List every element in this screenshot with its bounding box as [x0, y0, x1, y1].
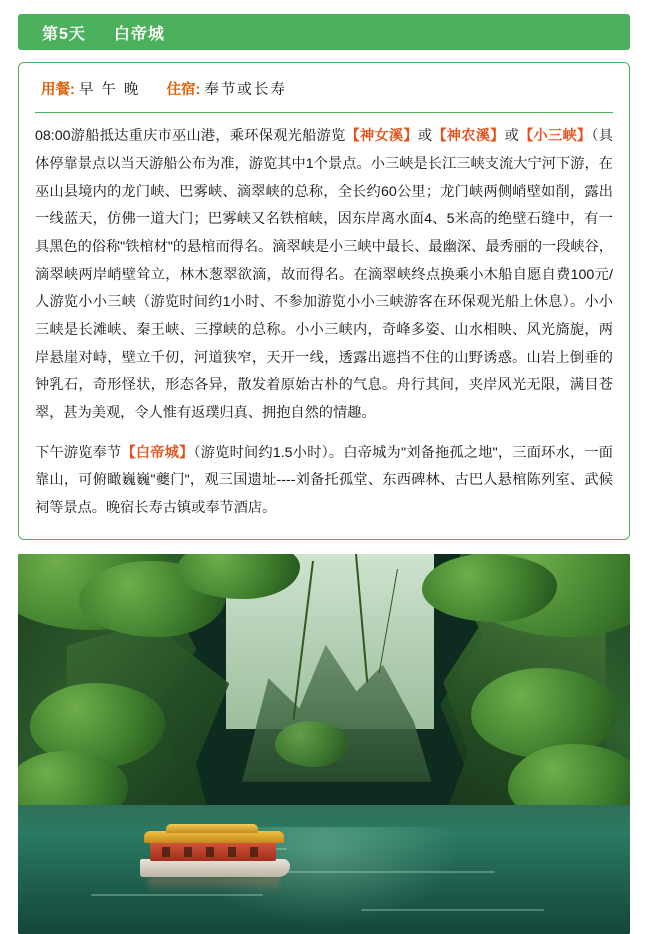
boat-window: [250, 847, 258, 857]
highlighted-attraction: 【白帝城】: [121, 444, 194, 461]
day-number: 第5天: [42, 25, 86, 43]
highlighted-attraction: 【小三峡】: [519, 128, 592, 145]
text-run: 100元/人: [35, 266, 613, 311]
text-run: （游览时间约1.5小时）。白帝城为"刘备拖孤之地"，三面环水，一面靠山，可俯瞰巍巍"夔门"，观三国遗址----刘备托孤堂、东西碑林、古巴人悬棺陈列室、武候祠等景点。晚宿长寿古镇或奉节酒店。: [35, 444, 613, 517]
text-run: （具体停靠景点以当天游船公布为准，游览其中1个景点。小三峡是长江三峡支流大宁河下游，在巫山县境内的龙门峡、巴雾峡、滴翠峡的总称，全长约60公里；龙门峡两侧峭壁如削，露出一线蓝天，仿佛一道大门；巴雾峡又名铁棺峡，因东岸离水面4、5米高的绝壁石缝中，有一具黑色的俗称"铁棺材"的悬棺而得名。滴翠峡是小三峡中最长、最幽深、最秀丽的一段峡谷，滴翠峡两岸峭壁耸立，林木葱翠欲滴，故而得名。在滴翠峡终点换乘小木船自愿自费: [35, 128, 613, 283]
foliage-blob: [422, 554, 557, 622]
scenery-photo: [18, 554, 630, 934]
stay-value: 奉节或长寿: [204, 82, 287, 98]
text-run: 或: [417, 128, 433, 145]
day-header-bar: [18, 14, 630, 50]
photo-canvas: [18, 554, 630, 934]
itinerary-card: [18, 62, 630, 540]
boat-window: [162, 847, 170, 857]
water-ripple: [361, 909, 545, 911]
text-run: 或: [504, 128, 520, 145]
boat-window: [228, 847, 236, 857]
paragraph-afternoon: [35, 440, 613, 523]
boat-reflection: [148, 877, 280, 893]
highlighted-attraction: 【神女溪】: [345, 128, 418, 145]
water-ripple: [287, 871, 495, 873]
boat-hull: [140, 859, 290, 877]
itinerary-page: [0, 14, 648, 880]
text-run: 08:00游船抵达重庆市巫山港，乘环保观光船游览: [35, 128, 346, 145]
highlighted-attraction: 【神农溪】: [432, 128, 505, 145]
meal-and-stay-line: [41, 79, 613, 102]
text-run: 下午游览奉节: [35, 444, 122, 461]
meal-value: 早 午 晚: [78, 82, 141, 98]
water-ripple: [91, 894, 262, 896]
boat-window: [184, 847, 192, 857]
card-divider: [35, 112, 613, 113]
foliage-blob: [275, 721, 348, 767]
boat-roof-upper: [166, 824, 258, 833]
day-title: 白帝城: [113, 25, 165, 43]
boat-window: [206, 847, 214, 857]
paragraph-morning: [35, 123, 613, 428]
stay-label: 住宿:: [166, 82, 201, 98]
text-run: 游览小小三峡（游览时间约1小时、不参加游览小小三峡游客在环保观光船上休息）。小小三峡是长滩峡、秦王峡、三撑峡的总称。小小三峡内，奇峰多姿、山水相映、风光旖旎，两岸悬崖对峙，壁立千仞，河道狭窄，天开一线，透露出遮挡不住的山野诱惑。山岩上倒垂的钟乳石，奇形怪状，形态各异，散发着原始古朴的气息。舟行其间，夹岸风光无限，满目苍翠，甚为美观，令人惟有返璞归真、拥抱自然的情趣。: [35, 294, 613, 422]
tour-boat: [140, 821, 290, 877]
meal-label: 用餐:: [41, 82, 75, 98]
